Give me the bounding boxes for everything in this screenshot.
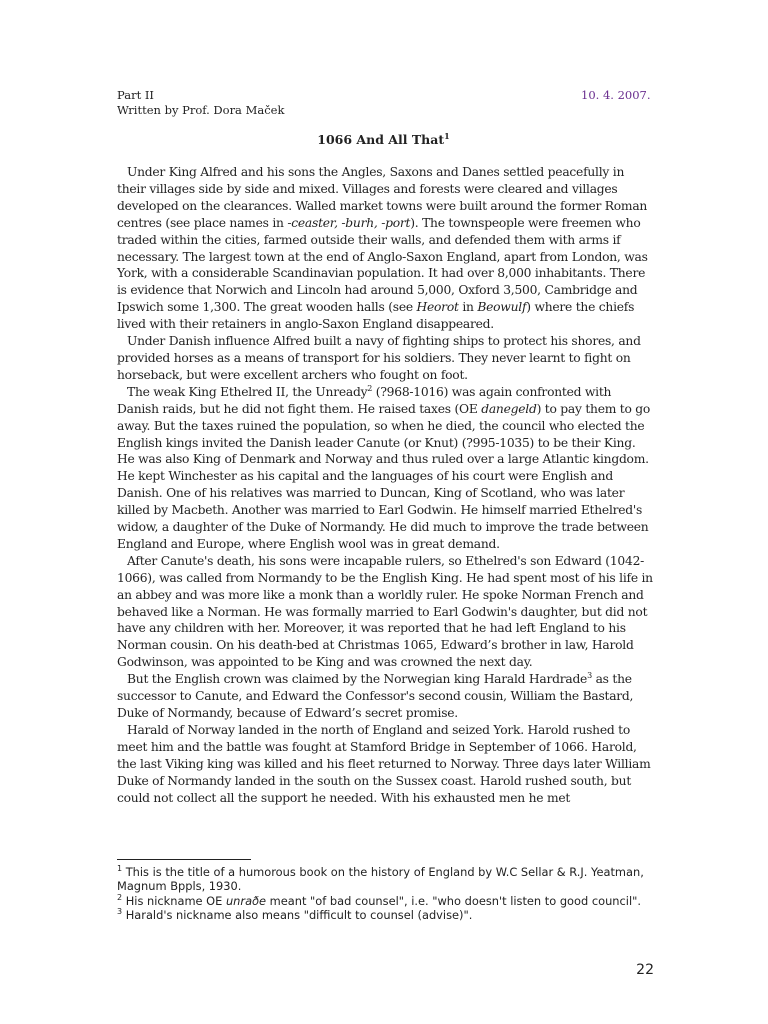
header-author: Written by Prof. Dora Maček — [117, 103, 285, 117]
text-run: Under King Alfred and his sons the Angles, Saxons and Danes settled peacefully in their villages side by side and mixed. Villages and forests were cleared and villages developed on the clearances. Walled market towns were built around the former Roman centres (see place names in — [117, 165, 648, 230]
footnote-ref-3[interactable]: 3 — [587, 671, 592, 681]
paragraph-6: Harald of Norway landed in the north of England and seized York. Harold rushed to meet him and the battle was fought at Stamford Bridge in September of 1066. Harold, the last Viking king was killed and his fleet returned to Norway. Three days later William Duke of Normandy landed in the south on the Sussex coast. Harold rushed south, but could not collect all the support he needed. With his exhausted men he met — [117, 722, 651, 805]
footnote-text: This is the title of a humorous book on the history of England by W.C Sellar & R.J. Yeatman, Magnum Bppls, 1930. — [117, 865, 644, 894]
text-run: ) where the chiefs lived with their retainers in anglo-Saxon England disappeared. — [117, 300, 635, 332]
paragraph-3 — [117, 384, 653, 553]
footnotes — [117, 865, 657, 923]
paragraph-1 — [117, 164, 653, 333]
text-run: ) to pay them to go away. But the taxes ruined the population, so when he died, the council who elected the English kings invited the Danish leader Canute (or Knut) (?995-1035) to be their King. He was also King of Denmark and Norway and thus ruled over a large Atlantic kingdom. He kept Winchester as his capital and the languages of his court were English and Danish. One of his relatives was married to Duncan, King of Scotland, who was later killed by Macbeth. Another was married to Earl Godwin. He himself married Ethelred's widow, a daughter of the Duke of Normandy. He did much to improve the trade between England and Europe, where English wool was in great demand. — [117, 401, 651, 551]
title-footnote-mark: 1 — [444, 130, 450, 141]
italic-run: Beowulf — [477, 300, 527, 315]
paragraph-5 — [117, 671, 653, 722]
text-run: as the successor to Canute, and Edward the Confessor's second cousin, William the Bastard, Duke of Normandy, because of Edward’s secret promise. — [117, 672, 634, 720]
body-text — [117, 164, 653, 806]
header-date: 10. 4. 2007. — [581, 88, 651, 102]
paragraph-2: Under Danish influence Alfred built a navy of fighting ships to protect his shores, and provided horses as a means of transport for his soldiers. They never learnt to fight on horseback, but were excellent archers who fought on foot. — [117, 334, 641, 382]
footnote-text: meant "of bad counsel", i.e. "who doesn't listen to good council". — [266, 893, 641, 908]
text-run: The weak King Ethelred II, the Unready — [127, 384, 368, 399]
footnote-mark: 1 — [117, 864, 123, 874]
italic-run: unraðe — [225, 893, 267, 908]
footnote-mark: 3 — [117, 907, 123, 917]
text-run: (?968-1016) was again confronted with Danish raids, but he did not fight them. He raised taxes (OE — [117, 384, 612, 416]
text-run: But the English crown was claimed by the Norwegian king Harald Hardrade — [127, 672, 588, 687]
header-part: Part II — [117, 88, 154, 102]
italic-run: -ceaster, -burh, -port — [287, 215, 411, 230]
footnote-text: His nickname OE — [122, 893, 226, 908]
text-run: in — [458, 300, 478, 315]
footnote-3 — [117, 908, 657, 922]
footnote-mark: 2 — [117, 893, 123, 903]
footnote-ref-2[interactable]: 2 — [367, 383, 373, 393]
footnote-1 — [117, 865, 657, 894]
title-text: 1066 And All That — [317, 132, 445, 147]
page-number: 22 — [636, 962, 654, 978]
footnote-text: Harald's nickname also means "difficult to counsel (advise)". — [122, 908, 473, 923]
paragraph-4: After Canute's death, his sons were incapable rulers, so Ethelred's son Edward (1042-1066), was called from Normandy to be the English King. He had spent most of his life in an abbey and was more like a monk than a worldly ruler. He spoke Norman French and behaved like a Norman. He was formally married to Earl Godwin's daughter, but did not have any children with her. Moreover, it was reported that he had left England to his Norman cousin. On his death-bed at Christmas 1065, Edward’s brother in law, Harold Godwinson, was appointed to be King and was crowned the next day. — [117, 553, 653, 670]
text-run: ). The townspeople were freemen who traded within the cities, farmed outside their walls, and defended them with arms if necessary. The largest town at the end of Anglo-Saxon England, apart from London, was York, with a considerable Scandinavian population. It had over 8,000 inhabitants. There is evidence that Norwich and Lincoln had around 5,000, Oxford 3,500, Cambridge and Ipswich some 1,300. The great wooden halls (see — [117, 215, 648, 315]
document-title — [117, 132, 650, 148]
footnote-separator — [117, 859, 251, 860]
italic-run: danegeld — [481, 401, 537, 416]
page-header — [117, 88, 284, 118]
footnote-2 — [117, 894, 657, 908]
italic-run: Heorot — [416, 300, 459, 315]
